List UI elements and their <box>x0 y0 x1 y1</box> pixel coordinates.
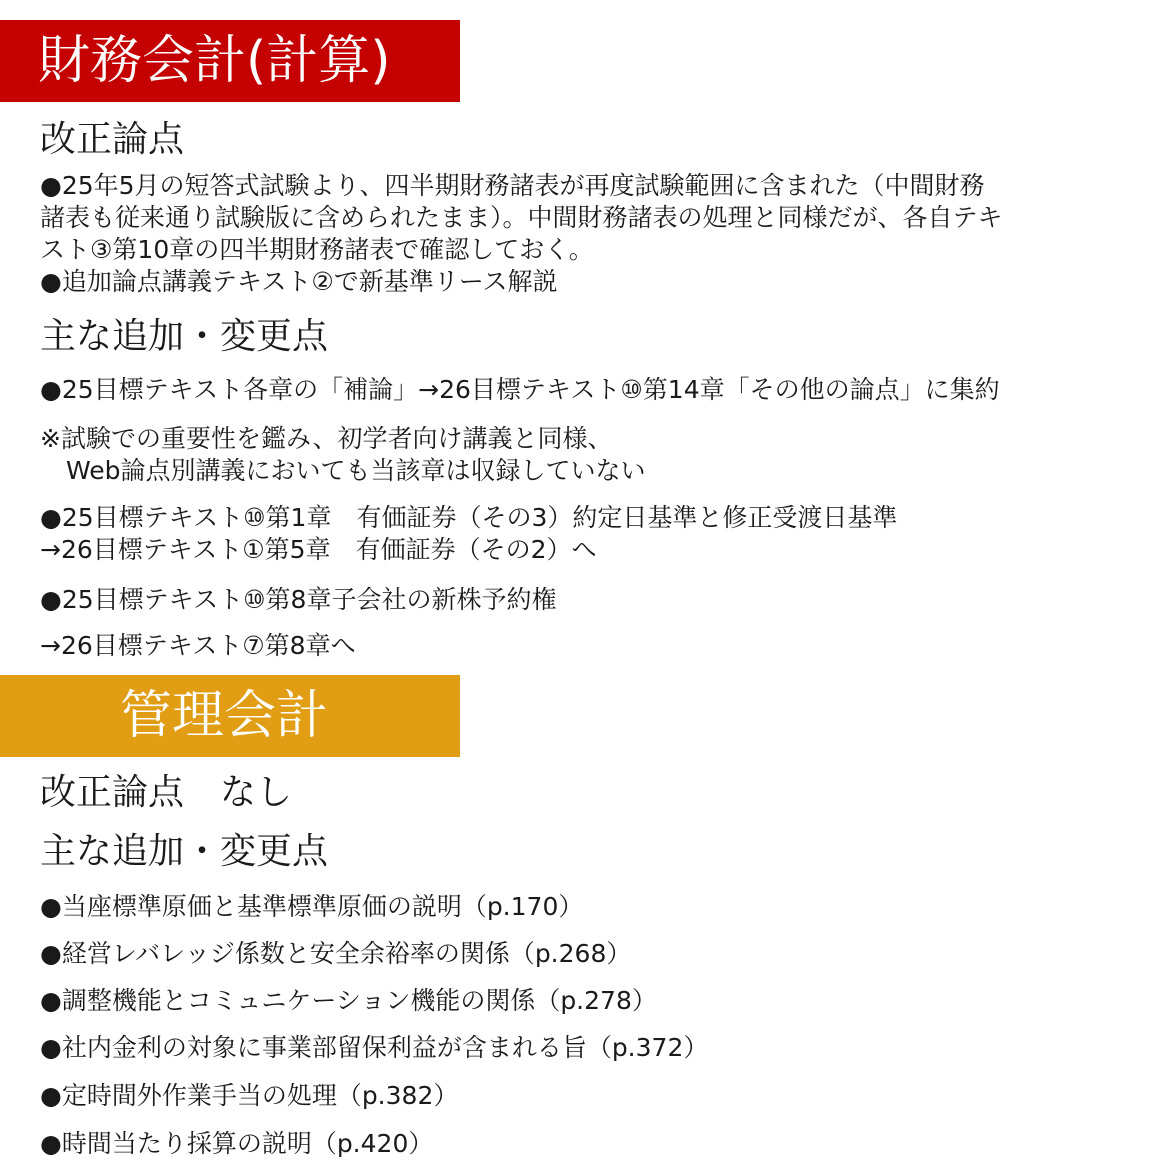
fin-note: ※試験での重要性を鑑み、初学者向け講義と同様、 <box>40 424 613 453</box>
mgmt-change-item: ●当座標準原価と基準標準原価の説明（p.170） <box>40 892 584 921</box>
fin-revision-line: ●追加論点講義テキスト②で新基準リース解説 <box>40 267 558 296</box>
fin-changes-heading: 主な追加・変更点 <box>40 316 329 357</box>
management-accounting-title: 管理会計 <box>120 686 329 746</box>
management-accounting-banner <box>0 675 460 757</box>
fin-revision-line: 諸表も従来通り試験版に含められたまま）。中間財務諸表の処理と同様だが、各自テキ <box>40 203 1003 232</box>
fin-change-item: →26目標テキスト⑦第8章へ <box>40 631 356 660</box>
mgmt-changes-heading: 主な追加・変更点 <box>40 831 329 872</box>
fin-revision-paragraph <box>40 170 1140 298</box>
fin-revision-heading: 改正論点 <box>40 119 185 160</box>
fin-change-item: ●25目標テキスト⑩第1章 有価証券（その3）約定日基準と修正受渡日基準 <box>40 503 898 532</box>
mgmt-change-item: ●定時間外作業手当の処理（p.382） <box>40 1081 459 1110</box>
fin-revision-line: ●25年5月の短答式試験より、四半期財務諸表が再度試験範囲に含まれた（中間財務 <box>40 171 985 200</box>
financial-accounting-banner <box>0 20 460 102</box>
financial-accounting-title: 財務会計(計算) <box>38 31 391 91</box>
fin-revision-line: スト③第10章の四半期財務諸表で確認しておく。 <box>40 235 594 264</box>
fin-change-item: ●25目標テキスト⑩第8章子会社の新株予約権 <box>40 585 557 614</box>
mgmt-change-item: ●時間当たり採算の説明（p.420） <box>40 1129 434 1158</box>
fin-change-item: →26目標テキスト①第5章 有価証券（その2）へ <box>40 535 597 564</box>
mgmt-change-item: ●経営レバレッジ係数と安全余裕率の関係（p.268） <box>40 939 632 968</box>
fin-change-item: ●25目標テキスト各章の「補論」→26目標テキスト⑩第14章「その他の論点」に集約 <box>40 375 1000 404</box>
fin-note: Web論点別講義においても当該章は収録していない <box>66 456 646 485</box>
mgmt-change-item: ●社内金利の対象に事業部留保利益が含まれる旨（p.372） <box>40 1033 709 1062</box>
mgmt-revision-heading: 改正論点 なし <box>40 772 293 813</box>
mgmt-change-item: ●調整機能とコミュニケーション機能の関係（p.278） <box>40 986 657 1015</box>
